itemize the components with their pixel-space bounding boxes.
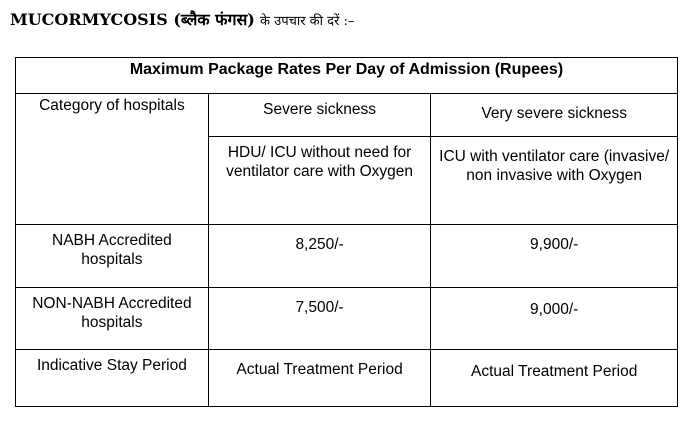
row-category: NABH Accredited hospitals bbox=[16, 224, 209, 287]
header-row bbox=[16, 93, 678, 136]
package-rates-table bbox=[15, 57, 678, 407]
severe-sickness-header: Severe sickness bbox=[208, 93, 431, 136]
table-row bbox=[16, 288, 678, 349]
category-header: Category of hospitals bbox=[16, 93, 209, 224]
banner-row bbox=[16, 58, 678, 94]
heading-title: MUCORMYCOSIS (ब्लैक फंगस) bbox=[10, 10, 255, 29]
table-banner: Maximum Package Rates Per Day of Admission (Rupees) bbox=[16, 58, 678, 94]
row-very-severe-rate: 9,900/- bbox=[431, 224, 678, 287]
row-category: Indicative Stay Period bbox=[16, 349, 209, 406]
heading-suffix: के उपचार की दरें :– bbox=[259, 14, 355, 29]
very-severe-sickness-header: Very severe sickness bbox=[431, 93, 678, 136]
row-severe-rate: 7,500/- bbox=[208, 288, 431, 349]
table-row bbox=[16, 224, 678, 287]
severe-sickness-description: HDU/ ICU without need for ventilator care with Oxygen bbox=[208, 136, 431, 224]
table-row bbox=[16, 349, 678, 406]
row-severe-rate: Actual Treatment Period bbox=[208, 349, 431, 406]
row-very-severe-rate: 9,000/- bbox=[431, 288, 678, 349]
document-heading bbox=[10, 8, 354, 30]
row-very-severe-rate: Actual Treatment Period bbox=[431, 349, 678, 406]
row-severe-rate: 8,250/- bbox=[208, 224, 431, 287]
row-category: NON-NABH Accredited hospitals bbox=[16, 288, 209, 349]
very-severe-sickness-description: ICU with ventilator care (invasive/ non invasive with Oxygen bbox=[431, 136, 678, 224]
